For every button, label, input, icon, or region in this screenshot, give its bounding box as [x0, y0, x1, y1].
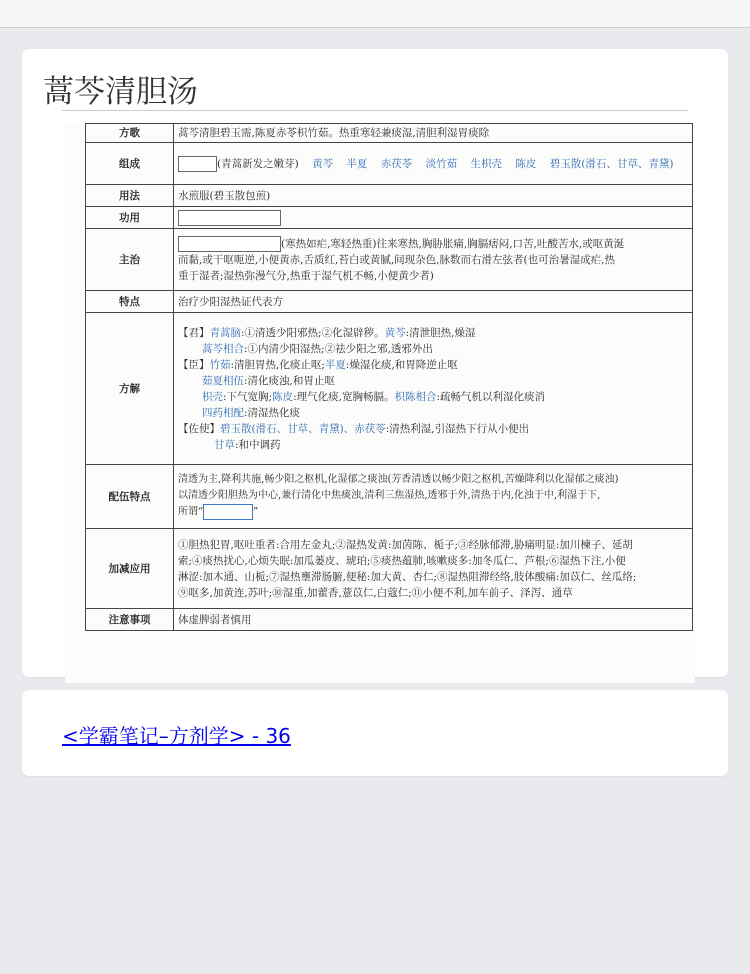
- row-label: 加减应用: [86, 529, 174, 609]
- blank-note: (青蒿新发之嫩芽): [217, 157, 299, 170]
- row-content: 治疗少阳湿热证代表方: [174, 291, 693, 313]
- row-label: 功用: [86, 207, 174, 229]
- browser-top-bar: [0, 0, 750, 28]
- page-title: 蒿芩清胆汤: [43, 74, 198, 110]
- row-content: 蒿芩清胆碧玉需,陈夏赤苓枳竹茹。热重寒轻兼痰湿,清胆利湿胃痰除: [174, 124, 693, 143]
- row-label: 用法: [86, 185, 174, 207]
- table-row: [86, 313, 693, 465]
- herb: 陈皮: [515, 157, 537, 170]
- table-row: [86, 529, 693, 609]
- row-label: 配伍特点: [86, 465, 174, 529]
- blank-box: [178, 210, 281, 226]
- table-row: [86, 609, 693, 631]
- scanned-table-image: [65, 123, 695, 683]
- herb: 碧玉散(滑石、甘草、青黛): [549, 157, 674, 170]
- row-label: 主治: [86, 229, 174, 291]
- herb: 生枳壳: [470, 157, 502, 170]
- herb: 半夏: [346, 157, 368, 170]
- herb: 淡竹茹: [425, 157, 458, 170]
- table-row: [86, 143, 693, 185]
- row-content: 【君】青蒿脑:①清透少阳邪热;②化湿辟秽。黄芩:清泄胆热,燥湿 蒿芩相合:①内清少阳湿热;②祛少阳之邪,透邪外出 【臣】竹茹:清胆胃热,化痰止呕;半夏:燥湿化痰,和胃降逆止呕 茹夏相伍:清化痰浊,和胃止呕 枳壳:下气宽胸;陈皮:理气化痰,宽胸畅膈。枳陈相合:疏畅气机以利湿化痰消 四药相配:清湿热化痰 【佐使】碧玉散(滑石、甘草、青黛)、赤茯苓:清热利湿,引湿热下行从小便出 甘草:和中调药: [174, 313, 693, 465]
- row-label: 方解: [86, 313, 174, 465]
- table-row: [86, 207, 693, 229]
- row-content: 体虚脾弱者慎用: [174, 609, 693, 631]
- row-label: 特点: [86, 291, 174, 313]
- herb: 赤茯苓: [380, 157, 413, 170]
- table-row: [86, 291, 693, 313]
- herb: 黄芩: [312, 157, 334, 170]
- row-content: [174, 143, 693, 185]
- formula-table: [85, 123, 693, 631]
- row-content: ①胆热犯胃,呕吐重者:合用左金丸;②湿热发黄:加茵陈、栀子;③经脉郁滞,胁痛明显:加川楝子、延胡 索;④痰热扰心,心烦失眠:加瓜蒌皮、琥珀;⑤痰热蕴肺,咳嗽痰多:加冬瓜仁、芦根;⑥湿热下注,小便 淋涩:加木通、山栀;⑦湿热壅滞肠腑,便秘:加大黄、杏仁;⑧湿热阻滞经络,肢体酸痛:加苡仁、丝瓜络; ⑨呕多,加黄连,苏叶;⑩湿重,加藿香,薏苡仁,白蔻仁;⑪小便不利,加车前子、泽泻、通草: [174, 529, 693, 609]
- blank-box: [178, 236, 281, 252]
- blank-box: [178, 156, 217, 172]
- row-content: (寒热如疟,寒轻热重)往来寒热,胸胁胀痛,胸膈痞闷,口苦,吐酸苦水,或呕黄涎 而黏,或干呕呃逆,小便黄赤,舌质红,苔白或黄腻,间现杂色,脉数而右滑左弦者(也可治暑湿成疟,热 重于湿者;湿热弥漫气分,热重于湿气机不畅,小便黄少者): [174, 229, 693, 291]
- row-label: 组成: [86, 143, 174, 185]
- navigation-card: [22, 690, 728, 776]
- title-divider: [62, 110, 688, 111]
- table-row: [86, 124, 693, 143]
- table-row: [86, 229, 693, 291]
- blank-box: [203, 504, 253, 520]
- row-content: [174, 207, 693, 229]
- chapter-link[interactable]: <学霸笔记–方剂学> - 36: [62, 724, 291, 748]
- row-content: 水煎服(碧玉散包煎): [174, 185, 693, 207]
- row-label: 注意事项: [86, 609, 174, 631]
- row-label: 方歌: [86, 124, 174, 143]
- content-card: [22, 49, 728, 677]
- table-row: [86, 185, 693, 207]
- row-content: 清透为主,降利共施,畅少阳之枢机,化湿郁之痰浊(芳香清透以畅少阳之枢机,苦燥降利以化湿郁之痰浊) 以清透少阳胆热为中心,兼行清化中焦痰浊,清利三焦湿热,透邪于外,清热于内,化浊于中,利湿于下, 所谓“ ”: [174, 465, 693, 529]
- table-row: [86, 465, 693, 529]
